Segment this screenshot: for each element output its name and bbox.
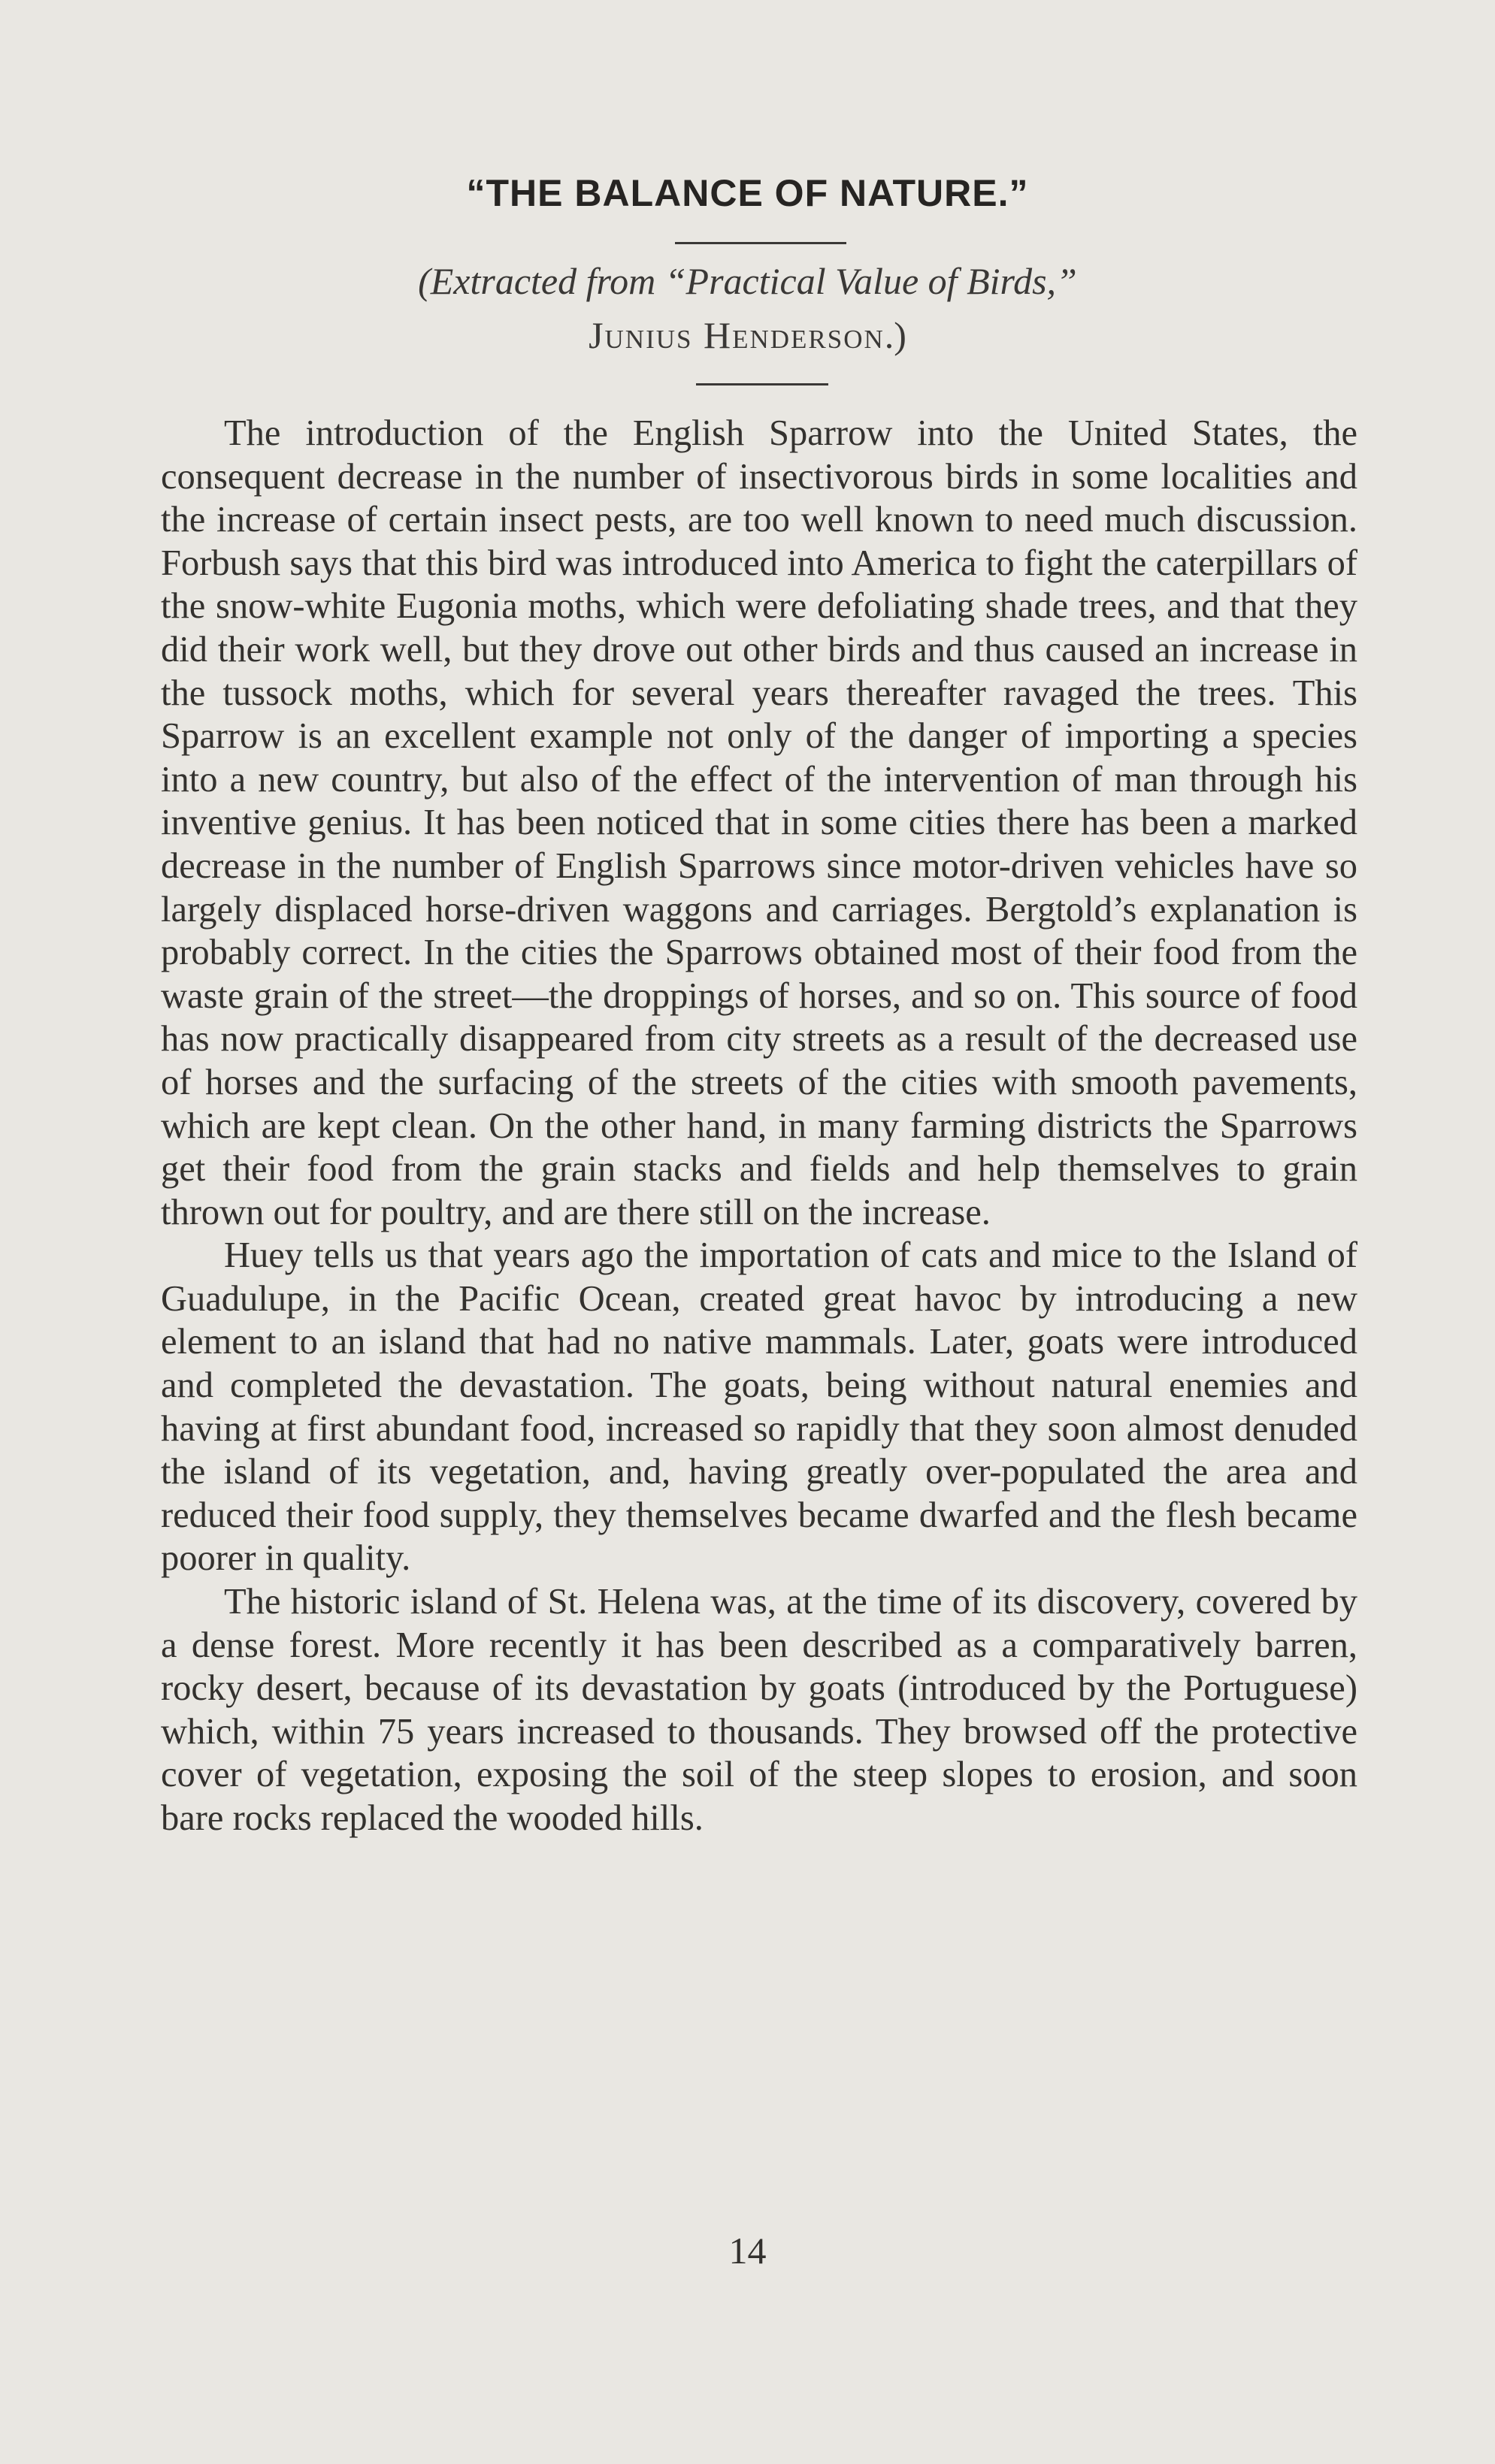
paragraph-3: The historic island of St. Helena was, at the time of its discovery, covered by a dense forest. More recently it has been described as a comparatively barren, rocky desert, because of its devastation by goats (introduced by the Portuguese) which, within 75 years increased to thousands. They browsed off the protective cover of vegetation, exposing the soil of the steep slopes to erosion, and soon bare rocks replaced the wooded hills. (161, 1582, 1357, 1838)
source-author-line (0, 313, 1495, 357)
paragraph-2: Huey tells us that years ago the importation of cats and mice to the Island of Guadulupe, in the Pacific Ocean, created great havoc by introducing a new element to an island that had no native mammals. Later, goats were introduced and completed the devastation. The goats, being without natural enemies and having at first abundant food, increased so rapidly that they soon almost denuded the island of its vegetation, and, having greatly over-populated the area and reduced their food supply, they themselves became dwarfed and the flesh became poorer in quality. (161, 1235, 1357, 1579)
source-citation: (Extracted from “Practical Value of Birds,” (418, 260, 1077, 302)
title-divider (675, 242, 846, 244)
source-author: Junius Henderson (589, 314, 885, 356)
source-close: .) (884, 314, 906, 356)
citation-divider (696, 383, 828, 385)
page-title: “THE BALANCE OF NATURE.” (466, 172, 1029, 214)
page-number: 14 (728, 2230, 767, 2272)
paragraph-1: The introduction of the English Sparrow into the United States, the consequent decrease in the number of insectivorous birds in some localities and the increase of certain insect pests, are too well known to need much discussion. Forbush says that this bird was introduced into America to fight the caterpillars of the snow-white Eugonia moths, which were defoliating shade trees, and that they did their work well, but they drove out other birds and thus caused an increase in the tussock moths, which for several years thereafter ravaged the trees. This Sparrow is an excellent example not only of the danger of importing a species into a new country, but also of the effect of the intervention of man through his inventive genius. It has been noticed that in some cities there has been a marked decrease in the number of English Sparrows since motor-driven vehicles have so largely displaced horse-driven waggons and carriages. Bergtold’s explanation is probably correct. In the cities the Sparrows obtained most of their food from the waste grain of the street—the droppings of horses, and so on. This source of food has now practically disappeared from city streets as a result of the decreased use of horses and the surfacing of the streets of the cities with smooth pavements, which are kept clean. On the other hand, in many farming districts the Sparrows get their food from the grain stacks and fields and help themselves to grain thrown out for poultry, and are there still on the increase. (161, 413, 1357, 1232)
article-body (161, 412, 1357, 1840)
